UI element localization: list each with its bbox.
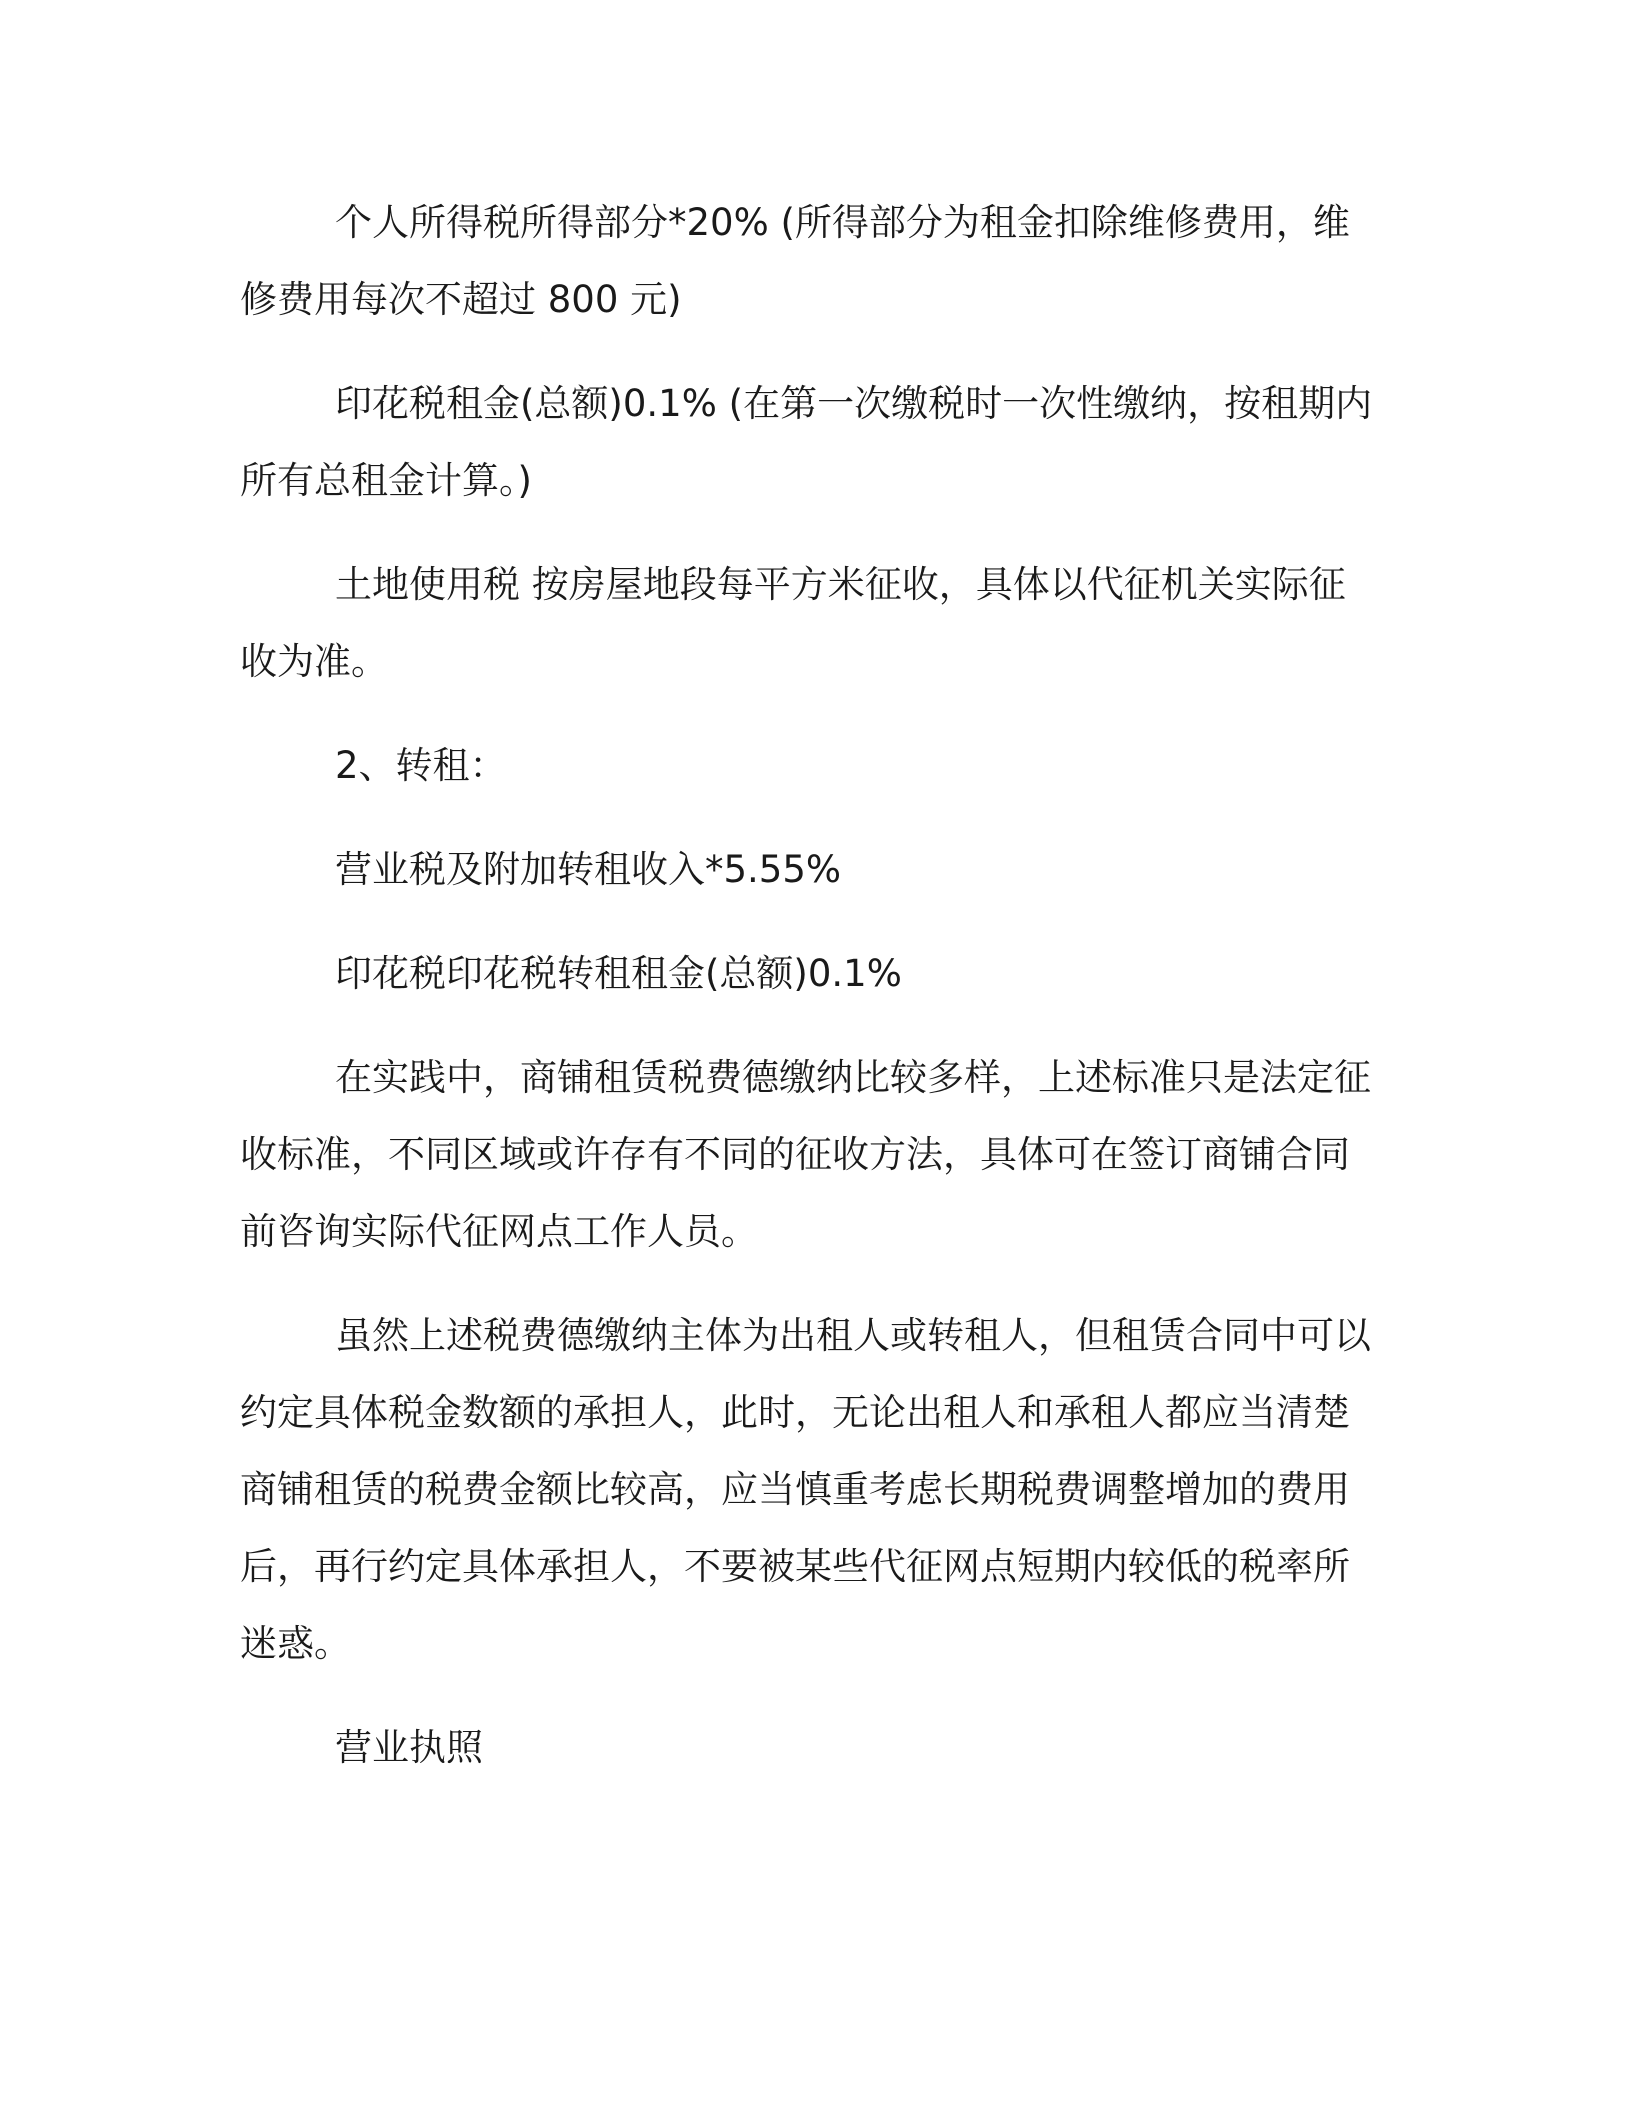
paragraph-personal-income-tax: 个人所得税所得部分*20% (所得部分为租金扣除维修费用，维修费用每次不超过 800 元) — [240, 201, 1350, 321]
paragraph-land-use-tax: 土地使用税 按房屋地段每平方米征收，具体以代征机关实际征收为准。 — [240, 563, 1346, 683]
paragraph-sublease-stamp-tax: 印花税印花税转租租金(总额)0.1% — [335, 952, 902, 995]
document-body — [240, 184, 1380, 1813]
paragraph-practice-note: 在实践中，商铺租赁税费德缴纳比较多样，上述标准只是法定征收标准，不同区域或许存有不同的征收方法，具体可在签订商铺合同前咨询实际代征网点工作人员。 — [240, 1056, 1371, 1253]
paragraph-stamp-tax: 印花税租金(总额)0.1% (在第一次缴税时一次性缴纳，按租期内所有总租金计算。) — [240, 382, 1373, 502]
section-heading-sublease: 2、转租： — [335, 744, 507, 787]
paragraph-tax-bearer-note: 虽然上述税费德缴纳主体为出租人或转租人，但租赁合同中可以约定具体税金数额的承担人，此时，无论出租人和承租人都应当清楚商铺租赁的税费金额比较高，应当慎重考虑长期税费调整增加的费用后，再行约定具体承担人，不要被某些代征网点短期内较低的税率所迷惑。 — [240, 1314, 1371, 1665]
section-heading-business-license: 营业执照 — [335, 1726, 483, 1769]
paragraph-business-tax: 营业税及附加转租收入*5.55% — [335, 848, 842, 891]
